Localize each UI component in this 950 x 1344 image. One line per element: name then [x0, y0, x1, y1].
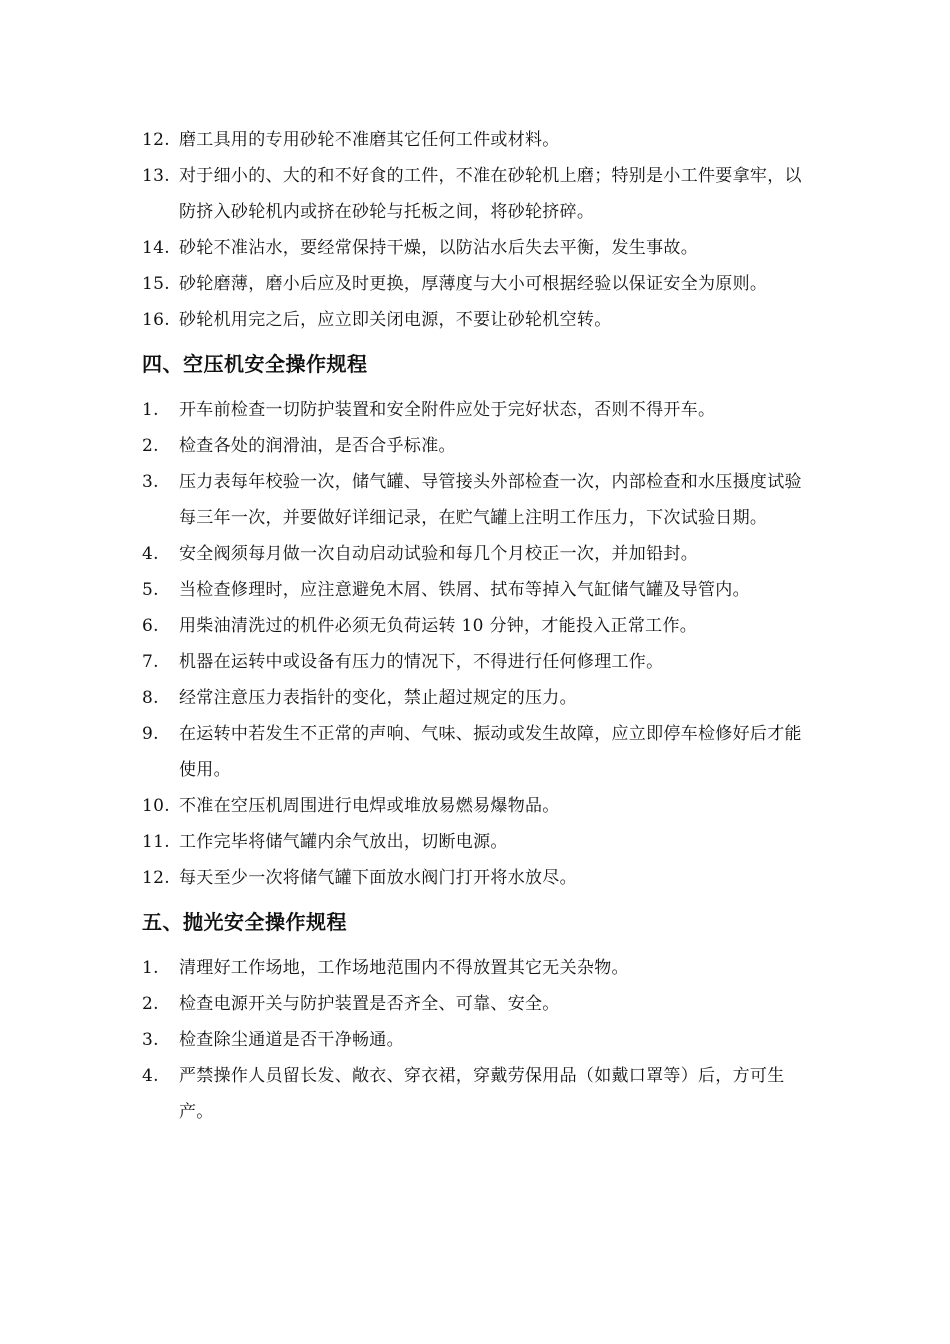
list-item [142, 644, 812, 680]
list-item [142, 302, 812, 338]
item-number: 7. [142, 652, 159, 672]
item-text: 检查电源开关与防护装置是否齐全、可靠、安全。 [179, 994, 560, 1014]
list-item [142, 716, 812, 788]
item-number: 3. [142, 472, 159, 492]
item-number: 11. [142, 832, 170, 852]
item-text: 经常注意压力表指针的变化，禁止超过规定的压力。 [179, 688, 577, 708]
list-item [142, 536, 812, 572]
section-heading: 五、抛光安全操作规程 [142, 910, 347, 934]
item-text: 用柴油清洗过的机件必须无负荷运转 10 分钟，才能投入正常工作。 [179, 616, 698, 636]
item-text: 严禁操作人员留长发、敞衣、穿衣裙，穿戴劳保用品（如戴口罩等）后，方可生产。 [179, 1066, 785, 1122]
list-item [142, 572, 812, 608]
list-item [142, 464, 812, 536]
list-item [142, 122, 812, 158]
item-number: 2. [142, 436, 159, 456]
item-text: 磨工具用的专用砂轮不准磨其它任何工件或材料。 [179, 130, 560, 150]
section-heading: 四、空压机安全操作规程 [142, 352, 368, 376]
item-text: 清理好工作场地，工作场地范围内不得放置其它无关杂物。 [179, 958, 629, 978]
item-text: 机器在运转中或设备有压力的情况下，不得进行任何修理工作。 [179, 652, 664, 672]
item-number: 4. [142, 544, 159, 564]
item-number: 16. [142, 310, 170, 330]
item-text: 工作完毕将储气罐内余气放出，切断电源。 [179, 832, 508, 852]
item-text: 安全阀须每月做一次自动启动试验和每几个月校正一次，并加铅封。 [179, 544, 698, 564]
section-polishing [142, 906, 812, 1130]
list-item [142, 1058, 812, 1130]
list-item [142, 950, 812, 986]
list-item [142, 608, 812, 644]
item-text: 不准在空压机周围进行电焊或堆放易燃易爆物品。 [179, 796, 560, 816]
item-number: 13. [142, 166, 170, 186]
item-number: 5. [142, 580, 159, 600]
item-text: 压力表每年校验一次，储气罐、导管接头外部检查一次，内部检查和水压摄度试验每三年一次，并要做好详细记录，在贮气罐上注明工作压力，下次试验日期。 [179, 472, 802, 528]
item-text: 开车前检查一切防护装置和安全附件应处于完好状态，否则不得开车。 [179, 400, 716, 420]
item-text: 砂轮磨薄，磨小后应及时更换，厚薄度与大小可根据经验以保证安全为原则。 [179, 274, 768, 294]
item-text: 每天至少一次将储气罐下面放水阀门打开将水放尽。 [179, 868, 577, 888]
item-text: 检查各处的润滑油，是否合乎标准。 [179, 436, 456, 456]
item-number: 6. [142, 616, 159, 636]
item-number: 12. [142, 130, 170, 150]
list-item [142, 788, 812, 824]
item-number: 4. [142, 1066, 159, 1086]
section-grinder-continued [142, 122, 812, 338]
item-text: 对于细小的、大的和不好食的工件，不准在砂轮机上磨；特别是小工件要拿牢，以防挤入砂轮机内或挤在砂轮与托板之间，将砂轮挤碎。 [179, 166, 802, 222]
item-text: 在运转中若发生不正常的声响、气味、振动或发生故障，应立即停车检修好后才能使用。 [179, 724, 802, 780]
list-item [142, 1022, 812, 1058]
list-item [142, 266, 812, 302]
list-item [142, 230, 812, 266]
item-number: 3. [142, 1030, 159, 1050]
section-air-compressor [142, 348, 812, 896]
list-item [142, 824, 812, 860]
document-body [142, 122, 812, 1130]
list-item [142, 158, 812, 230]
item-number: 14. [142, 238, 170, 258]
list-item [142, 392, 812, 428]
item-text: 检查除尘通道是否干净畅通。 [179, 1030, 404, 1050]
list-item [142, 680, 812, 716]
item-number: 12. [142, 868, 170, 888]
item-number: 1. [142, 400, 159, 420]
item-number: 8. [142, 688, 159, 708]
list-item [142, 428, 812, 464]
list-item [142, 860, 812, 896]
item-number: 15. [142, 274, 170, 294]
list-item [142, 986, 812, 1022]
item-text: 砂轮不准沾水，要经常保持干燥，以防沾水后失去平衡，发生事故。 [179, 238, 698, 258]
item-number: 10. [142, 796, 170, 816]
item-text: 当检查修理时，应注意避免木屑、铁屑、拭布等掉入气缸储气罐及导管内。 [179, 580, 750, 600]
item-number: 9. [142, 724, 159, 744]
item-number: 2. [142, 994, 159, 1014]
item-number: 1. [142, 958, 159, 978]
item-text: 砂轮机用完之后，应立即关闭电源，不要让砂轮机空转。 [179, 310, 612, 330]
